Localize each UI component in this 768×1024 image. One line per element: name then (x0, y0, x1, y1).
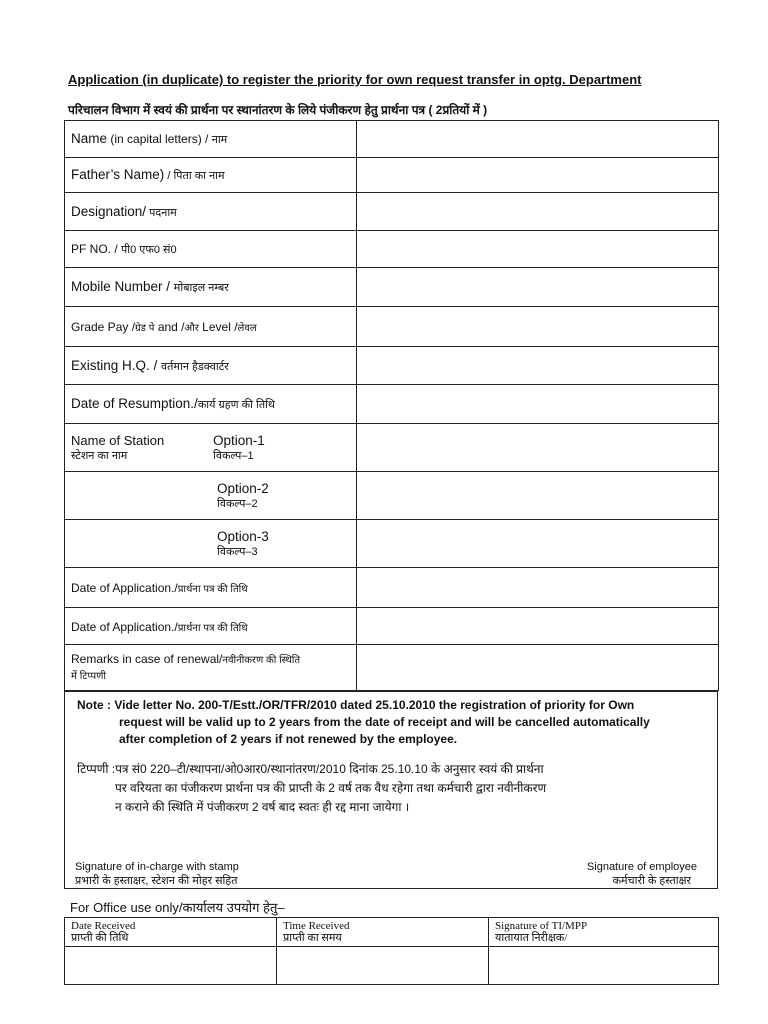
row-mobile (65, 268, 719, 307)
pf-no-field[interactable] (357, 231, 719, 268)
note-hindi: टिप्पणी :पत्र सं0 220–टी/स्थापना/ओ0आर0/स्थानांतरण/2010 दिनांक 25.10.10 के अनुसार स्वयं की प्रार्थना पर वरियता का पंजीकरण प्रार्थना पत्र की प्राप्ती के 2 वर्ष तक वैध रहेगा तथा कर्मचारी द्वारा नवीनीकरण न कराने की स्थिति में पंजीकरण 2 वर्ष बाद स्वतः ही रद्द माना जायेगा । (77, 762, 547, 814)
label-name: Name (in capital letters) / नाम (65, 121, 357, 158)
row-father-name (65, 158, 719, 193)
label-father-name: Father’s Name) / पिता का नाम (65, 158, 357, 193)
grade-pay-field[interactable] (357, 307, 719, 347)
form-title-hindi: परिचालन विभाग में स्वयं की प्रार्थना पर स्थानांतरण के लिये पंजीकरण हेतु प्रार्थना पत्र ( 2प्रतियों में ) (68, 103, 488, 117)
office-table-entry-row (65, 947, 719, 985)
row-pf-no (65, 231, 719, 268)
signature-employee: Signature of employee कर्मचारी के हस्ताक्षर (586, 861, 697, 887)
label-date-of-resumption: Date of Resumption./कार्य ग्रहण की तिथि (65, 385, 357, 424)
row-grade-pay (65, 307, 719, 347)
row-station-option-1 (65, 424, 719, 472)
label-date-of-application-1: Date of Application./प्रार्थना पत्र की तिथि (65, 568, 357, 608)
label-designation: Designation/ पदनाम (65, 193, 357, 231)
label-existing-hq: Existing H.Q. / वर्तमान हैडक्वार्टर (65, 347, 357, 385)
date-of-application-field-1[interactable] (357, 568, 719, 608)
row-name (65, 121, 719, 158)
date-received-field[interactable] (65, 947, 277, 985)
date-of-application-field-2[interactable] (357, 608, 719, 645)
father-name-field[interactable] (357, 158, 719, 193)
option-2-field[interactable] (357, 472, 719, 520)
header-time-received: Time Received प्राप्ती का समय (277, 918, 489, 947)
row-designation (65, 193, 719, 231)
signature-in-charge: Signature of in-charge with stamp प्रभारी के हस्ताक्षर, स्टेशन की मोहर सहित (75, 861, 239, 887)
row-date-of-application-2 (65, 608, 719, 645)
office-table-header (65, 918, 719, 947)
existing-hq-field[interactable] (357, 347, 719, 385)
header-signature-ti: Signature of TI/MPP यातायात निरीक्षक/ (489, 918, 719, 947)
office-use-heading: For Office use only/कार्यालय उपयोग हेतु– (70, 900, 285, 915)
designation-field[interactable] (357, 193, 719, 231)
time-received-field[interactable] (277, 947, 489, 985)
row-date-of-application-1 (65, 568, 719, 608)
row-existing-hq (65, 347, 719, 385)
signature-ti-field[interactable] (489, 947, 719, 985)
label-mobile: Mobile Number / मोबाइल नम्बर (65, 268, 357, 307)
remarks-field[interactable] (357, 645, 719, 691)
label-remarks: Remarks in case of renewal/नवीनीकरण की स्थिति में टिप्पणी (65, 645, 357, 691)
note-english: Note : Vide letter No. 200-T/Estt./OR/TFR/2010 dated 25.10.2010 the registration of priority for Own request will be valid up to 2 years from the date of receipt and will be cancelled automatically after completion of 2 years if not renewed by the employee. (77, 698, 650, 746)
application-form-table (64, 120, 719, 691)
label-station-option-1: Name of Station स्टेशन का नाम Option-1 विकल्प–1 (65, 424, 357, 472)
mobile-field[interactable] (357, 268, 719, 307)
label-option-3: Option-3 विकल्प–3 (65, 520, 357, 568)
row-option-3 (65, 520, 719, 568)
row-remarks (65, 645, 719, 691)
row-date-of-resumption (65, 385, 719, 424)
label-date-of-application-2: Date of Application./प्रार्थना पत्र की तिथि (65, 608, 357, 645)
label-pf-no: PF NO. / पी0 एफ0 सं0 (65, 231, 357, 268)
label-option-2: Option-2 विकल्प–2 (65, 472, 357, 520)
note-box (64, 690, 718, 889)
option-1-field[interactable] (357, 424, 719, 472)
header-date-received: Date Received प्राप्ती की तिथि (65, 918, 277, 947)
name-field[interactable] (357, 121, 719, 158)
form-title-english: Application (in duplicate) to register the priority for own request transfer in optg. Department (68, 72, 642, 87)
office-use-table (64, 917, 719, 985)
row-option-2 (65, 472, 719, 520)
date-of-resumption-field[interactable] (357, 385, 719, 424)
option-3-field[interactable] (357, 520, 719, 568)
label-grade-pay: Grade Pay /ग्रेड पे and /और Level /लेवल (65, 307, 357, 347)
